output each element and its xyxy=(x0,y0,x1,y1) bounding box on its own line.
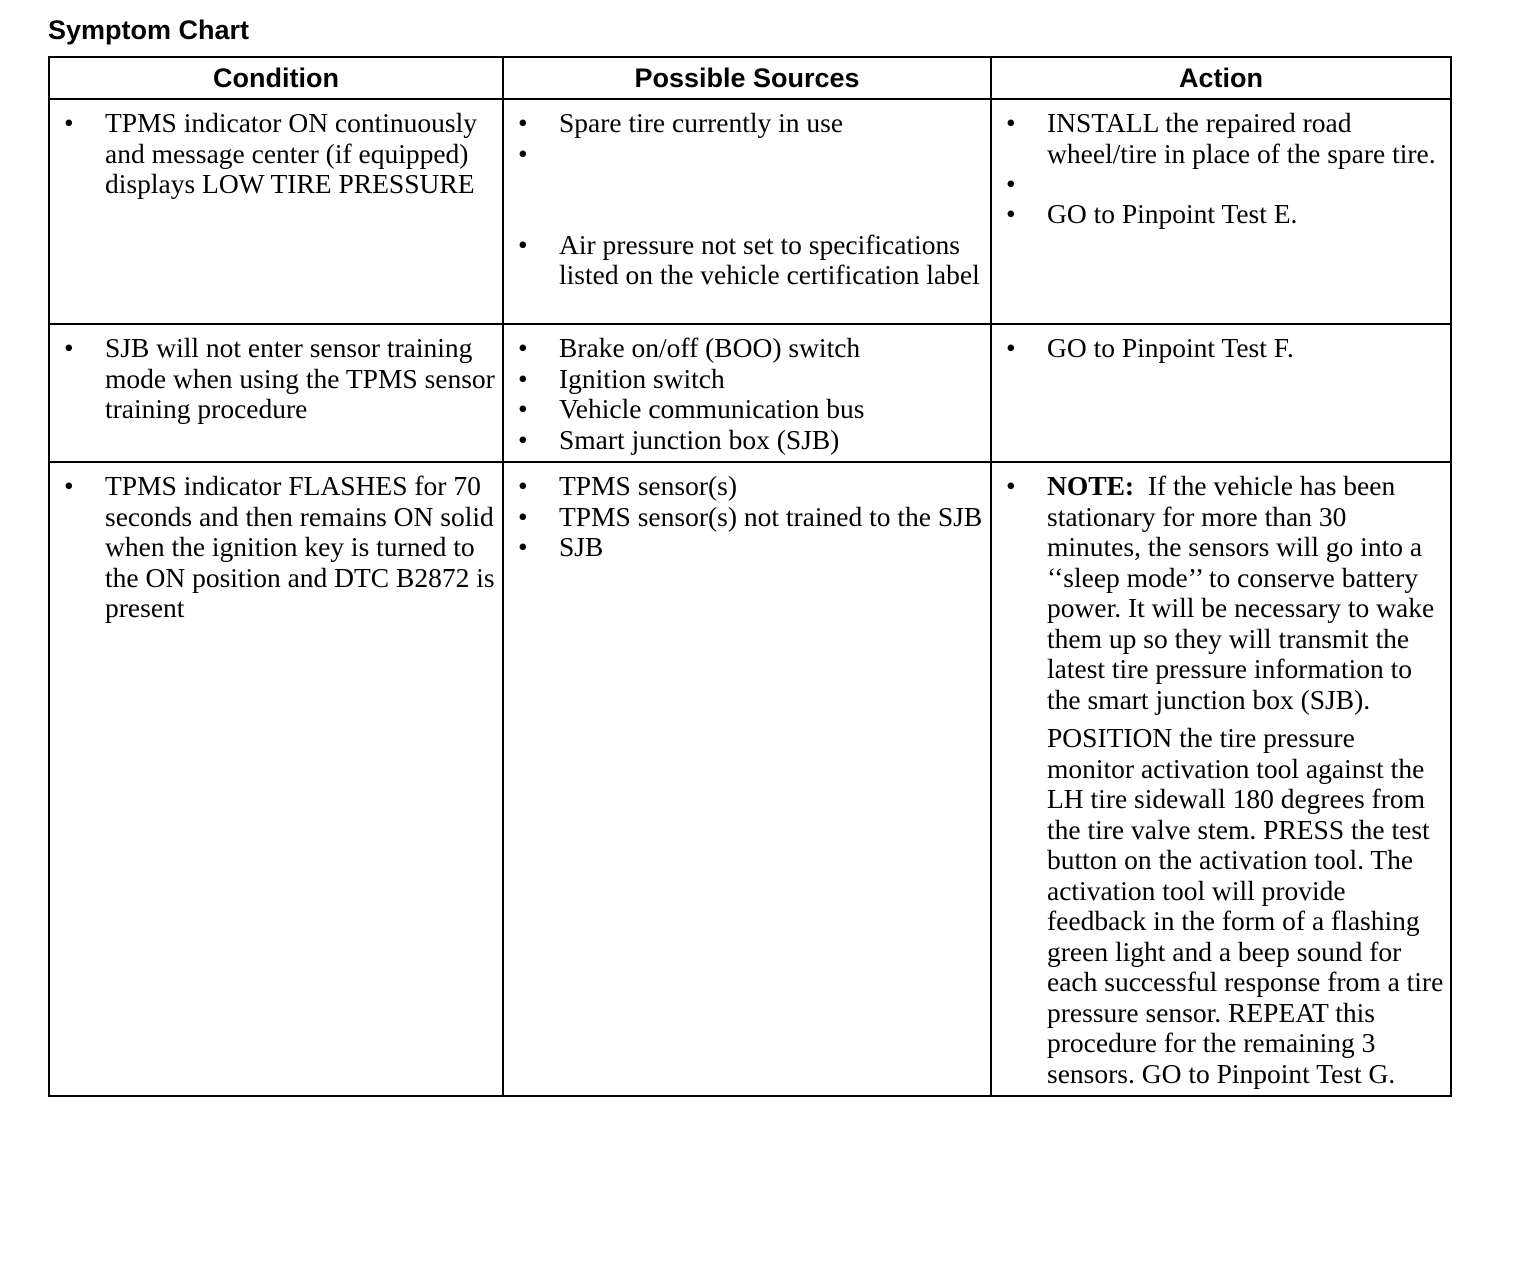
page-title: Symptom Chart xyxy=(48,15,250,45)
spacer xyxy=(504,139,984,230)
table-header-row xyxy=(49,57,1451,99)
table-row xyxy=(49,99,1451,324)
condition-cell xyxy=(49,99,503,324)
action-cell xyxy=(991,324,1451,462)
sources-cell xyxy=(503,462,991,1096)
header-possible-sources: Possible Sources xyxy=(503,57,991,99)
sources-cell xyxy=(503,99,991,324)
note-label: NOTE: xyxy=(1047,470,1135,501)
symptom-table xyxy=(48,56,1452,1097)
note-text: If the vehicle has been stationary for more than 30 minutes, the sensors will go into a ‘‘sleep mode’’ to conserve battery power. It will be necessary to wake them up so they will transmit the latest tire pressure information to the smart junction box (SJB). xyxy=(1047,470,1435,715)
action-cell xyxy=(991,99,1451,324)
source-item: • Brake on/off (BOO) switch xyxy=(504,333,984,364)
condition-item: • TPMS indicator FLASHES for 70 seconds and then remains ON solid when the ignition key is turned to the ON position and DTC B2872 is present xyxy=(50,471,496,624)
note-item xyxy=(992,471,1444,715)
source-item: • Spare tire currently in use xyxy=(504,108,984,139)
condition-item: • SJB will not enter sensor training mode when using the TPMS sensor training procedure xyxy=(50,333,496,425)
condition-item: • TPMS indicator ON continuously and message center (if equipped) displays LOW TIRE PRESSURE xyxy=(50,108,496,200)
action-cell xyxy=(991,462,1451,1096)
action-paragraph: POSITION the tire pressure monitor activation tool against the LH tire sidewall 180 degrees from the tire valve stem. PRESS the test button on the activation tool. The activation tool will provide feedback in the form of a flashing green light and a beep sound for each successful response from a tire pressure sensor. REPEAT this procedure for the remaining 3 sensors. GO to Pinpoint Test G. xyxy=(1047,722,1444,1089)
source-item: • Air pressure not set to specifications listed on the vehicle certification label xyxy=(504,230,984,291)
spacer xyxy=(992,169,1444,199)
action-item: • INSTALL the repaired road wheel/tire in place of the spare tire. xyxy=(992,108,1444,169)
source-item: • TPMS sensor(s) xyxy=(504,471,984,502)
table-row xyxy=(49,324,1451,462)
source-item: • SJB xyxy=(504,532,984,563)
source-item: • TPMS sensor(s) not trained to the SJB xyxy=(504,502,984,533)
header-condition: Condition xyxy=(49,57,503,99)
source-item: • Vehicle communication bus xyxy=(504,394,984,425)
source-item: • Ignition switch xyxy=(504,364,984,395)
condition-cell xyxy=(49,462,503,1096)
action-item: • GO to Pinpoint Test F. xyxy=(992,333,1444,364)
condition-cell xyxy=(49,324,503,462)
source-item: • Smart junction box (SJB) xyxy=(504,425,984,456)
header-action: Action xyxy=(991,57,1451,99)
table-row xyxy=(49,462,1451,1096)
action-item: • GO to Pinpoint Test E. xyxy=(992,199,1444,230)
sources-cell xyxy=(503,324,991,462)
